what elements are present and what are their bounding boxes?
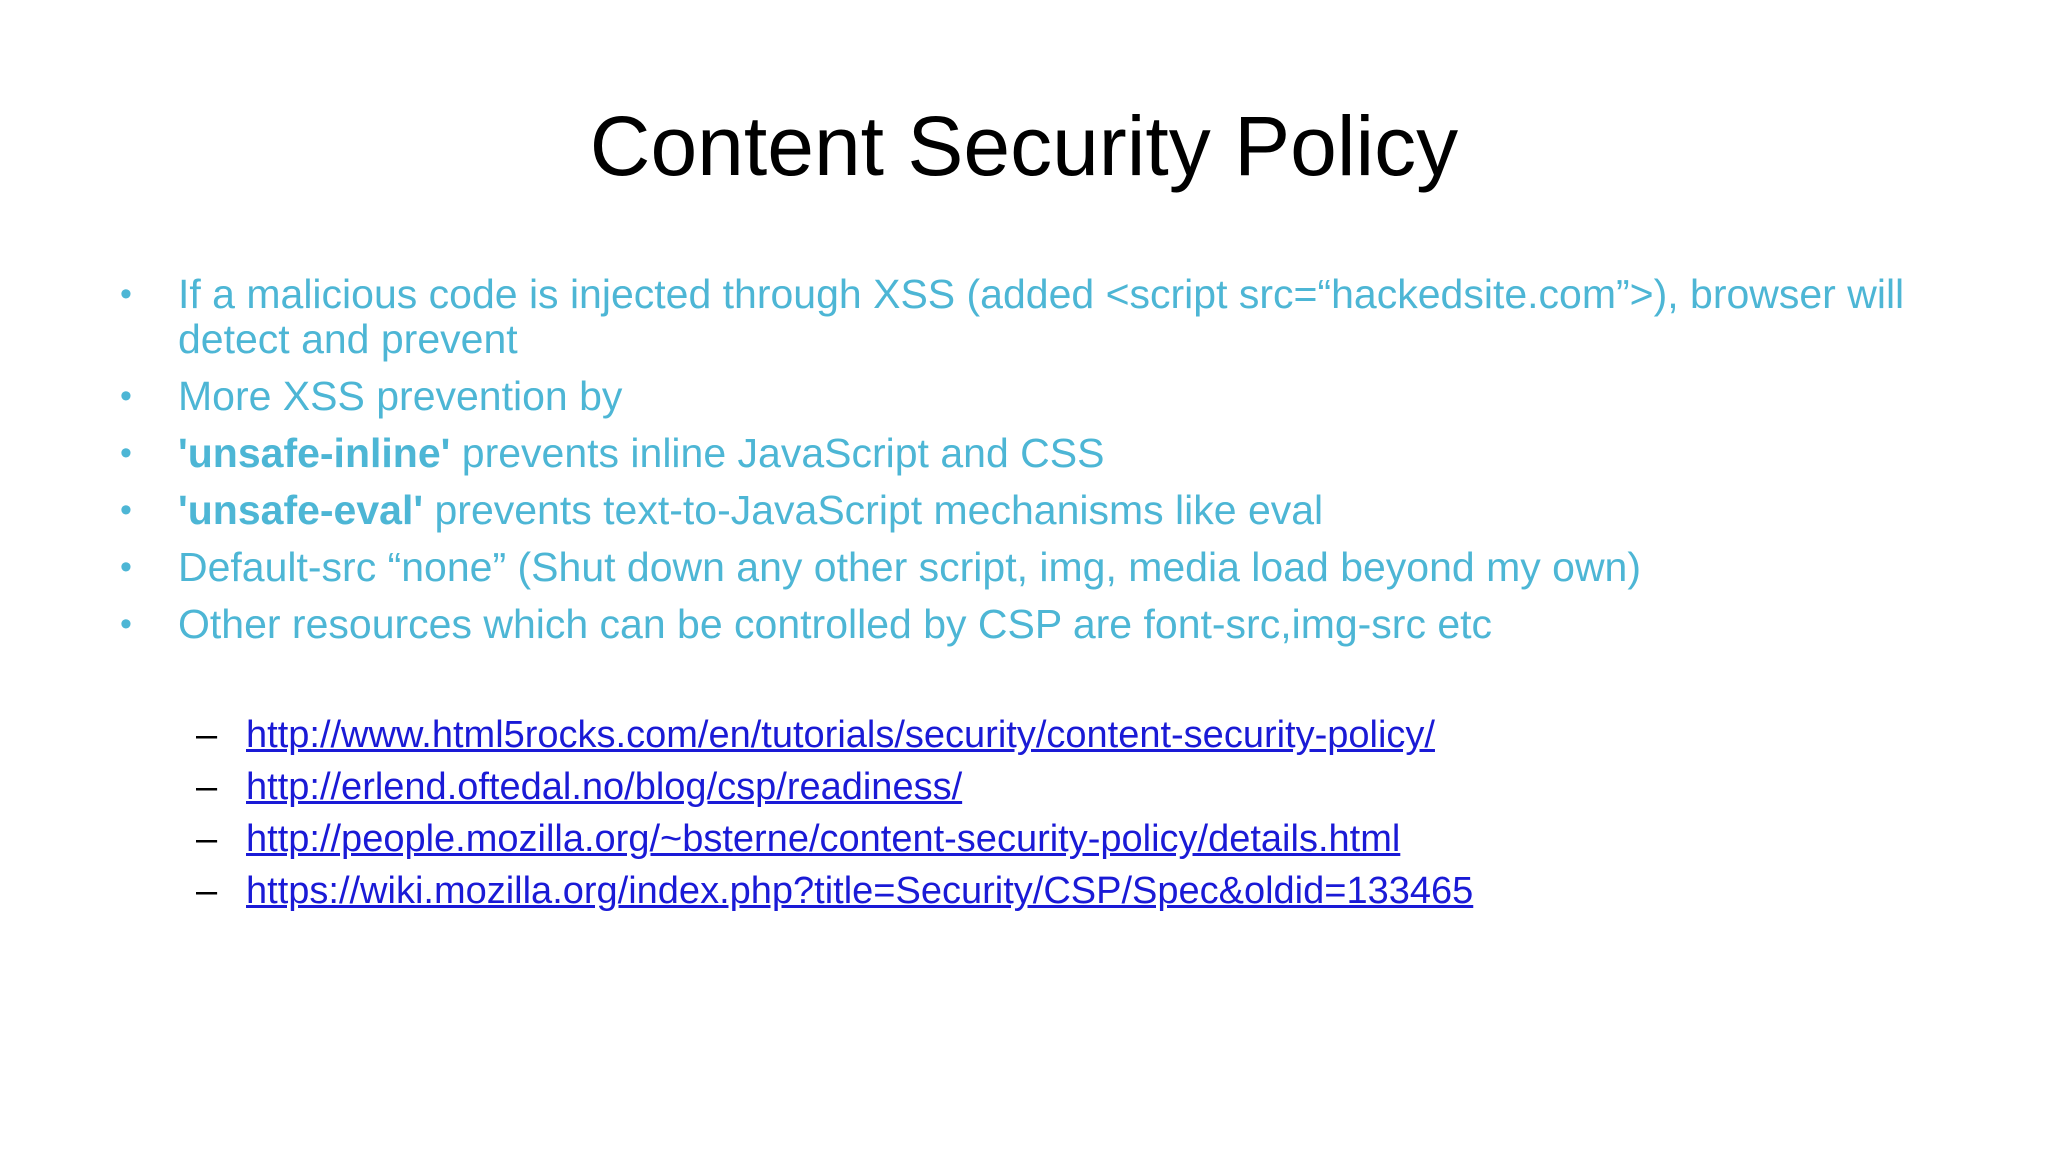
bullet-dot-icon: • — [120, 605, 132, 643]
dash-icon: – — [196, 766, 218, 808]
reference-link-item — [196, 712, 1896, 758]
reference-link-html5rocks[interactable]: http://www.html5rocks.com/en/tutorials/security/content-security-policy/ — [246, 714, 1435, 756]
reference-link-item — [196, 868, 1896, 914]
reference-link-item — [196, 764, 1896, 810]
bullet-text: If a malicious code is injected through XSS (added <script src=“hackedsite.com”>), browser will detect and prevent — [178, 271, 1905, 362]
bullet-text: Other resources which can be controlled by CSP are font-src,img-src etc — [178, 601, 1493, 647]
bullet-text: prevents text-to-JavaScript mechanisms like eval — [423, 487, 1324, 533]
bullet-dot-icon: • — [120, 434, 132, 472]
bullet-item — [116, 374, 1966, 419]
reference-link-oftedal[interactable]: http://erlend.oftedal.no/blog/csp/readiness/ — [246, 766, 963, 808]
reference-link-mozilla-people[interactable]: http://people.mozilla.org/~bsterne/content-security-policy/details.html — [246, 818, 1401, 860]
bullet-text: prevents inline JavaScript and CSS — [450, 430, 1105, 476]
bullet-dot-icon: • — [120, 377, 132, 415]
bullet-dot-icon: • — [120, 548, 132, 586]
bullet-item — [116, 545, 1966, 590]
bullet-dot-icon: • — [120, 275, 132, 313]
slide-title: Content Security Policy — [589, 99, 1459, 193]
bullet-item — [116, 488, 1966, 533]
reference-links — [196, 712, 1896, 920]
bullet-item — [116, 272, 1966, 362]
reference-link-item — [196, 816, 1896, 862]
reference-link-mozilla-wiki[interactable]: https://wiki.mozilla.org/index.php?title=Security/CSP/Spec&oldid=133465 — [246, 870, 1474, 912]
dash-icon: – — [196, 870, 218, 912]
bullet-item — [116, 431, 1966, 476]
bullet-item — [116, 602, 1966, 647]
bullet-bold-text: 'unsafe-eval' — [178, 487, 424, 533]
bullet-text: Default-src “none” (Shut down any other script, img, media load beyond my own) — [178, 544, 1642, 590]
bullet-text: More XSS prevention by — [178, 373, 623, 419]
dash-icon: – — [196, 818, 218, 860]
bullet-dot-icon: • — [120, 491, 132, 529]
bullet-bold-text: 'unsafe-inline' — [178, 430, 451, 476]
dash-icon: – — [196, 714, 218, 756]
bullet-list — [116, 272, 1966, 659]
